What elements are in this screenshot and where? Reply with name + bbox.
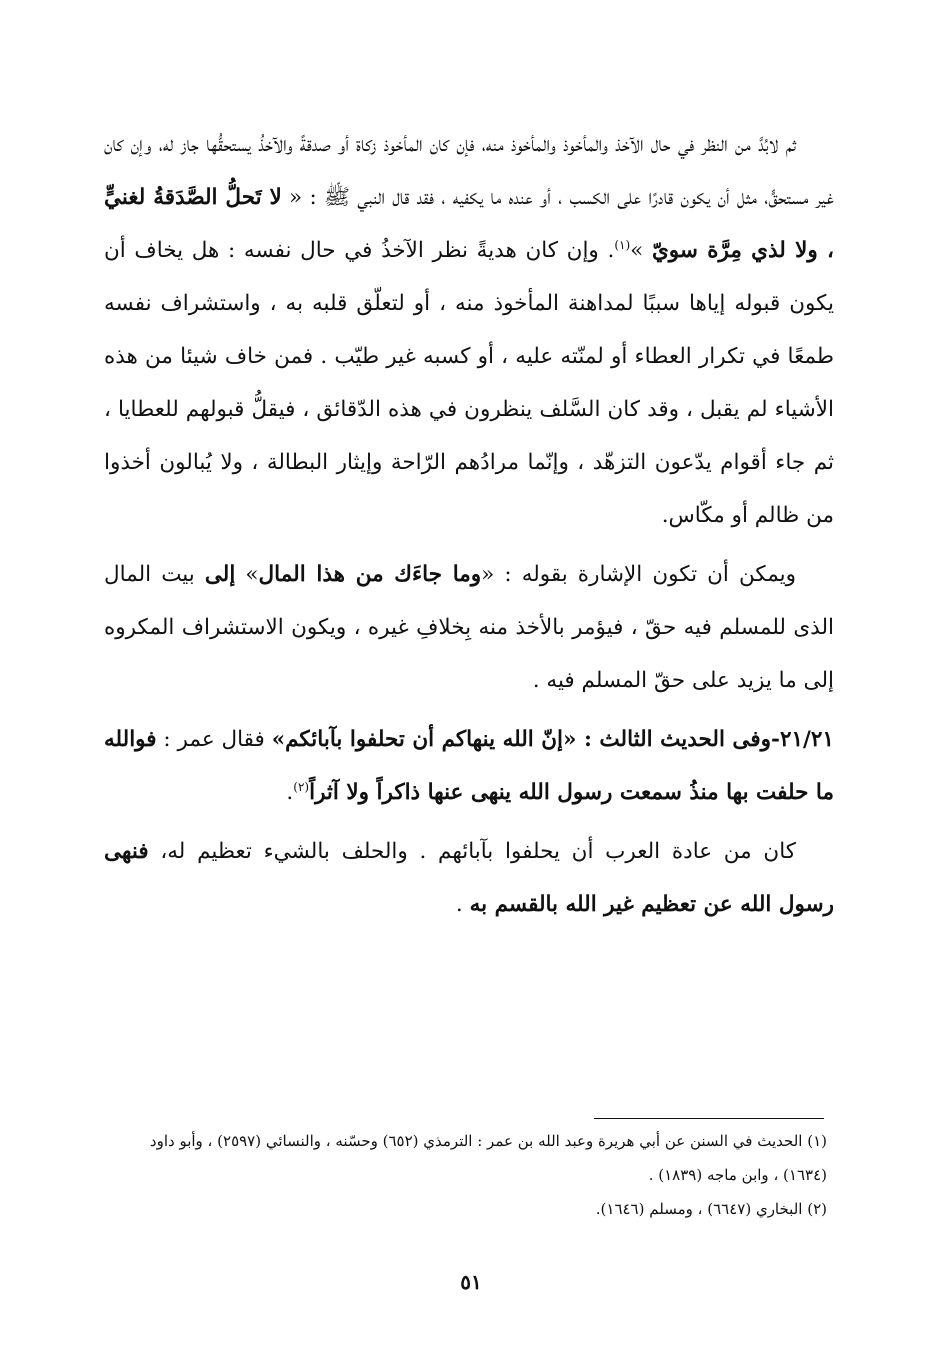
section-heading-third-hadith: ٢١/٢١-وفى الحديث الثالث : «إنّ الله ينهاكم أن تحلفوا بآبائكم» bbox=[271, 727, 834, 752]
paragraph-4-emphasis: فنهى رسول الله عن تعظيم غير الله بالقسم به bbox=[104, 839, 834, 917]
footnote-separator bbox=[594, 1118, 824, 1119]
umar-quote: فوالله ما حلفت بها منذُ سمعت رسول الله ينهى عنها ذاكراً ولا آثراً bbox=[104, 727, 834, 805]
page-number: ٥١ bbox=[460, 1270, 482, 1294]
paragraph-3-text-c: . bbox=[286, 780, 294, 805]
paragraph-4-text-c: . bbox=[455, 892, 470, 917]
paragraph-3-text-a: فقال عمر : bbox=[156, 727, 272, 752]
paragraph-2-text-a: ويمكن أن تكون الإشارة بقوله : « bbox=[481, 562, 797, 587]
footnote-ref-1: (١) bbox=[614, 237, 631, 252]
paragraph-2 bbox=[104, 548, 834, 707]
paragraph-4-text-a: كان من عادة العرب أن يحلفوا بآبائهم . والحلف بالشيء تعظيم له، bbox=[148, 839, 796, 864]
paragraph-2-emphasis: إلى bbox=[204, 562, 236, 587]
paragraph-1 bbox=[104, 118, 834, 542]
footnotes bbox=[107, 1124, 827, 1226]
footnote-2: (٢) البخاري (٦٦٤٧) ، ومسلم (١٦٤٦). bbox=[595, 1200, 827, 1218]
paragraph-1-text-c: . وإن كان هديةً نظر الآخذُ في حال نفسه : هل يخاف أن يكون قبوله إياها سببًا لمداهنة المأخوذ منه ، أو لتعلّق قلبه به ، واستشراف نفسه طمعًا في تكرار العطاء أو لمنّته عليه ، أو كسبه غير طيّب . فمن خاف شيئا من هذه الأشياء لم يقبل ، وقد كان السَّلف ينظرون في هذه الدّقائق ، فيقلُّ قبولهم للعطايا ، ثم جاء أقوام يدّعون التزهّد ، وإنّما مرادُهم الرّاحة وإيثار البطالة ، ولا يُبالون أخذوا من ظالم أو مكّاس. bbox=[104, 238, 834, 528]
paragraph-1-text-b: » bbox=[630, 238, 652, 263]
paragraph-3 bbox=[104, 713, 834, 819]
paragraph-4 bbox=[104, 825, 834, 931]
footnote-1: (١) الحديث في السنن عن أبي هريرة وعبد الله بن عمر : الترمذي (٦٥٢) وحسّنه ، والنسائي (٢٥٩٧) ، وأبو داود (١٦٣٤) ، وابن ماجه (١٨٣٩) . bbox=[149, 1132, 827, 1184]
paragraph-2-text-d: بيت المال الذى للمسلم فيه حقّ ، فيؤمر بالأخذ منه بِخلافِ غيره ، ويكون الاستشراف المكروه إلى ما يزيد على حقّ المسلم فيه . bbox=[104, 562, 834, 693]
main-text bbox=[104, 118, 834, 931]
paragraph-1-text-a: ثم لابُدَّ من النظر في حال الآخذ والمأخوذ والمأخوذ منه، فإن كان المأخوذ زكاة أو صدقةً والآخذُ يستحقُّها جاز له، وإن كان غير مستحقٍّ، مثل أن يكون قادرًا على الكسب ، أو عنده ما يكفيه ، فقد قال النبي ﷺ : « bbox=[104, 132, 835, 210]
hadith-quote-charity: لا تَحلُّ الصَّدَقةُ لغنيٍّ ، ولا لذي مِرَّة سويّ bbox=[104, 185, 834, 263]
footnote-ref-2: (٢) bbox=[293, 779, 310, 794]
hadith-quote-wealth: وما جاءَك من هذا المال bbox=[258, 562, 482, 587]
paragraph-2-text-b: » bbox=[235, 562, 259, 587]
